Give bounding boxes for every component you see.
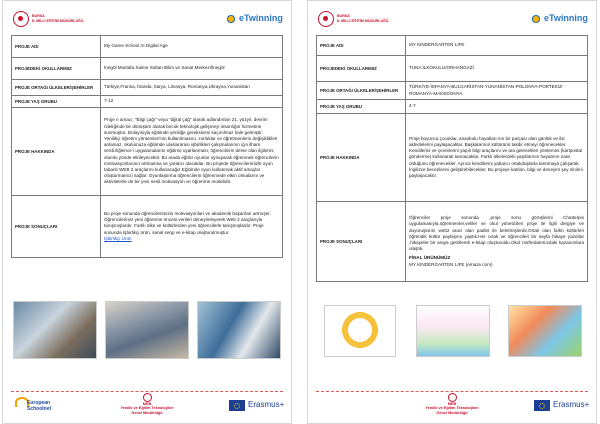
kindergarten-logo-photo	[324, 305, 396, 357]
left-page	[2, 0, 292, 424]
results-cell	[101, 196, 283, 258]
table-row	[12, 80, 283, 96]
final-product-label: FİNAL ÜRÜNÜMÜZ	[409, 255, 451, 261]
row-label: PROJE HAKKINDA	[12, 108, 101, 196]
schoolnet-line2: Schoolnet	[27, 406, 52, 412]
eu-flag-icon	[534, 400, 550, 411]
etwinning-wordmark: eTwinning	[239, 13, 283, 23]
table-row	[12, 58, 283, 80]
meb-logo	[13, 9, 84, 31]
table-row	[317, 82, 588, 100]
right-header	[316, 9, 588, 31]
kindergarten-life-sign-photo	[508, 305, 582, 357]
results-text: Bu proje sonunda öğrencilerimizin motivasyonları ve akademik başarıları artmıştır. Öğrencilerimiz yeni öğrenme öncesi verileri deneyimleyerek Web 2 araçlarıyla tanışmışlardır. Farklı ülke ve kültürlerden yeni öğrencilerle tanışmışlardır. Proje sonunda İşbirlikçi ürün, sanal sergi ve e-kitap oluşturulmuştur.	[104, 211, 271, 235]
table-row	[317, 100, 588, 114]
meb-ring-icon	[143, 393, 152, 402]
table-row	[12, 36, 283, 58]
footer-divider	[11, 391, 283, 392]
meb-line3: Genel Müdürlüğü	[436, 410, 468, 415]
etwinning-star-icon	[225, 13, 237, 25]
meb-line1: MEB	[447, 402, 457, 406]
row-value: TÜRKİYE-İSPANYA-BULGARİSTAN-YUNANİSTAN-POLONYA-PORTEKİZ-ROMANYA-MAKEDONYA	[406, 82, 588, 100]
rainbow-drawing-photo	[416, 305, 490, 357]
row-value: Türkiye,Fransa, İtranda, İtarya, Litvanya, Romanya,Ukrayna,Yunanistan	[101, 80, 283, 96]
row-value: 7-12	[101, 96, 283, 108]
row-value: İnegöl Mustafa Saime Sultan Bilim ve Sanat Merkezi/İnegöl	[101, 58, 283, 80]
meb-yegitek-logo	[420, 393, 484, 415]
meb-logo-line2: İL MİLLİ EĞİTİM MÜDÜRLÜĞÜ	[337, 19, 389, 23]
row-label: PROJE SONUÇLARI	[317, 202, 406, 282]
etwinning-logo	[530, 11, 586, 27]
meb-line1: MEB	[142, 402, 152, 406]
about-text: Proje n amacı; "Bilgi çağı" veya "dijital çağ" olarak adlandırılan 21. yüzyıl, devrim niteliğinde bir dönüşüm olarak bircok teknolojik gelişmeyi insanlığın hizmetine sunmuştur. Dolayısıyla eğitimde yeniliğe gereksinimi kaçınılmaz hale gelmiştir. Yenilikçi öğretim yöntemleri'nin kullanılmasını, zorluklar ve öğretmenlerin değişiklikleri anlamaz, okulumuza eğitimde uluslararası işbirlikleri çalışmalarının için ilham verdi.Eğlence i uygulamalarını eğitime uyarlanması, öğrencilerin derse olan ilgilerini olumlu yönde etkileyecektir. Bu arada eğitici oyunlar oynayarak öğrenmek öğrencilerin motivasyonlarının artmasına ve yaratıcı olacaklar. Bu projede öğrencilerimizle oyun tabanlı WEB 2 araçlarını kullanacağız.Eğitimde oyun kullanmak aktif amaçlar oluşturmamızı sağlar. Oyunlaştırma öğrencilerin öğrenmede etkin olmalarını ve aktivitelerle de bir yeni nesil motivasyon ve öğrenme modelidir.	[101, 108, 283, 196]
row-label: PROJE ORTAĞI ÜLKELER/ŞEHİRLER	[12, 80, 101, 96]
row-value: TUNA İLKOKULU/ORHANGAZİ	[406, 56, 588, 82]
erasmus-logo	[534, 399, 590, 413]
meb-yegitek-logo	[115, 393, 179, 415]
row-label: PROJE SONUÇLARI	[12, 196, 101, 258]
students-laptop-photo	[105, 301, 189, 359]
eu-flag-icon	[229, 400, 245, 411]
row-label: PROJE ADI	[317, 36, 406, 56]
meb-line2: Yenilik ve Eğitim Teknolojileri	[120, 406, 174, 411]
row-value: 4-7	[406, 100, 588, 114]
row-value: MY KINDERGARTEN LIFE	[406, 36, 588, 56]
schoolnet-line1: European	[27, 400, 51, 406]
results-text: Öğrenciler proje sonunda ,proje sonu görüşlerini Chatterpix uygulamasıyla,öğretmenler,veliler ve okul yöneticileri proje ile ilgili dergiye ve duyuruşlarını web2 araci olan padlet ile belirtmişlerdir.Ortak olan farklı kültürleri öğrendik kültür paylaşımı yaptık.Her ortak ve öğrencileri bir sayfa hikaye yazdılar ,hikayeler bir araya getirilerek e-kitap oluşturuldu.Okul müfredatımızdaki kazanımlara ulaştık.	[409, 215, 584, 252]
etwinning-logo	[225, 11, 281, 27]
footer-divider	[316, 391, 588, 392]
results-link[interactable]: İşbirlikçi Ürün	[104, 235, 132, 241]
meb-seal-icon	[13, 11, 29, 27]
etwinning-star-icon	[530, 13, 542, 25]
row-label: PROJE YAŞ GRUBU	[317, 100, 406, 114]
left-photo-strip	[13, 301, 281, 359]
table-row	[12, 108, 283, 196]
row-label: PROJEDEKİ OKULLARIMIZ	[12, 58, 101, 80]
table-row	[317, 114, 588, 202]
meb-logo-line1: BURSA	[32, 14, 45, 18]
table-row	[317, 56, 588, 82]
meb-logo-line1: BURSA	[337, 14, 350, 18]
european-schoolnet-logo	[15, 397, 67, 415]
table-row	[12, 196, 283, 258]
row-label: PROJE YAŞ GRUBU	[12, 96, 101, 108]
meb-seal-icon	[318, 11, 334, 27]
meb-line2: Yenilik ve Eğitim Teknolojileri	[425, 406, 479, 411]
row-label: PROJEDEKİ OKULLARIMIZ	[317, 56, 406, 82]
right-page	[307, 0, 597, 424]
erasmus-logo	[229, 399, 285, 413]
etwinning-wordmark: eTwinning	[544, 13, 588, 23]
results-cell	[406, 202, 588, 282]
classroom-photo	[13, 301, 97, 359]
erasmus-wordmark: Erasmus+	[553, 400, 590, 409]
meb-logo-line2: İL MİLLİ EĞİTİM MÜDÜRLÜĞÜ	[32, 19, 84, 23]
row-label: PROJE HAKKINDA	[317, 114, 406, 202]
row-label: PROJE ORTAĞI ÜLKELER/ŞEHİRLER	[317, 82, 406, 100]
right-footer	[316, 391, 588, 417]
meb-logo	[318, 9, 389, 31]
erasmus-wordmark: Erasmus+	[248, 400, 285, 409]
final-product-text[interactable]: MY KINDERGARTEN LIFE (emaze.com)	[409, 261, 493, 267]
meb-line3: Genel Müdürlüğü	[131, 410, 163, 415]
right-project-table	[316, 35, 588, 282]
left-footer	[11, 391, 283, 417]
right-photo-strip	[318, 305, 586, 357]
row-label: PROJE ADI	[12, 36, 101, 58]
left-project-table	[11, 35, 283, 258]
table-row	[317, 36, 588, 56]
table-row	[12, 96, 283, 108]
about-text: Proje boyunca çocuklar, anaokulu hayatları nın bir parçası olan günlük ve ilsi aktivitelerini paylaşacaklar. Başkalarının kültürünü takdir etmeyi öğrenecekler. Kendilerini ve çevrelerini yapılı bilgi araçlarını ve ara gelenekleri yöntemini (kartpostal gönderme) kullanarak tanıtacaklar. Farklı ülkelerdeki yaşıtlarının hayatının nasıl olduğunu öğrenecekler. Ayrıca kendilerini yabancı ortakdaşlarla tanıtmaya çalışarak İngilizce becerilerini geliştirebilecekler. Bu projeye katılan, bilgi ve deneyim şey sinirini paylaşacaktır.	[406, 114, 588, 202]
tablet-activity-photo	[197, 301, 281, 359]
table-row	[317, 202, 588, 282]
meb-ring-icon	[448, 393, 457, 402]
row-value: My Game School At Digital Age	[101, 36, 283, 58]
left-header	[11, 9, 283, 31]
